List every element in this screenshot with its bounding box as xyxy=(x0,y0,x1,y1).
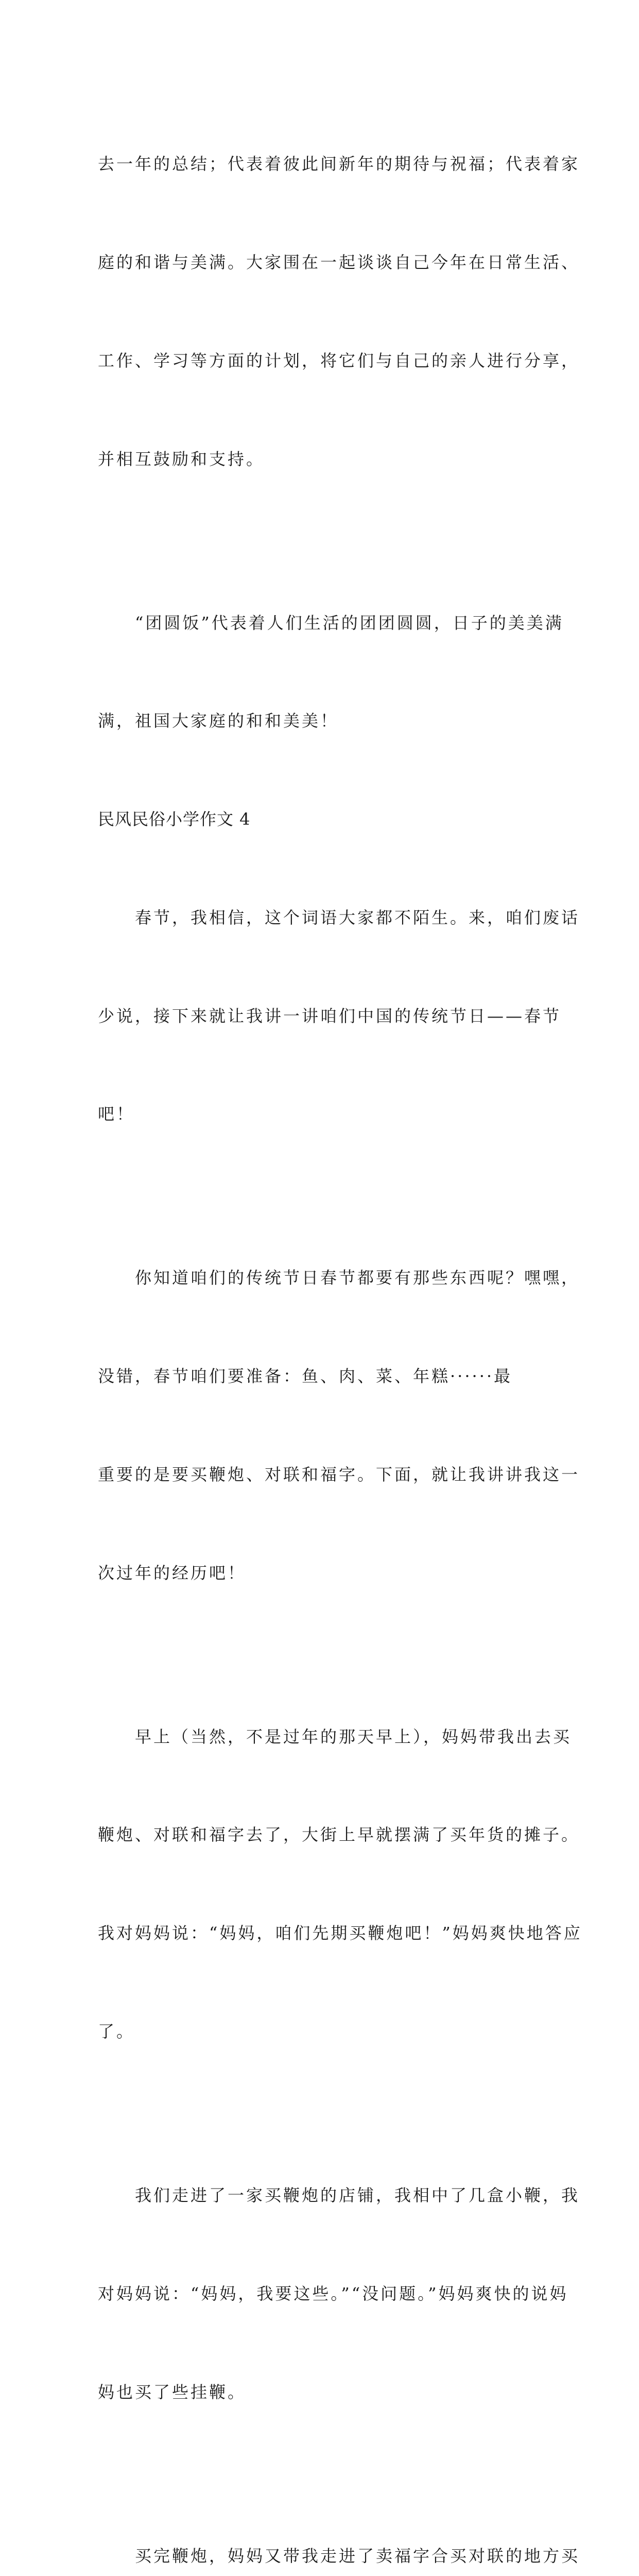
section-heading xyxy=(98,803,544,836)
text-line: 买完鞭炮，妈妈又带我走进了卖福字合买对联的地方买 xyxy=(135,2546,580,2566)
text-line: 吧！ xyxy=(98,1104,135,1124)
paragraph-3 xyxy=(98,836,580,1197)
paragraph-1 xyxy=(98,82,580,541)
text-line: 工作、学习等方面的计划，将它们与自己的亲人进行分享， xyxy=(98,350,580,370)
text-line: 对妈妈说：“妈妈，我要这些。”“没问题。”妈妈爽快的说妈 xyxy=(98,2283,568,2303)
paragraph-4 xyxy=(98,1196,580,1655)
text-line: 满，祖国大家庭的和和美美！ xyxy=(98,711,339,731)
text-line: 鞭炮、对联和福字去了，大街上早就摆满了买年货的摊子。 xyxy=(98,1825,580,1845)
text-line: 少说，接下来就让我讲一讲咱们中国的传统节日——春节 xyxy=(98,1006,562,1026)
document-body xyxy=(98,82,582,2576)
text-line: 了。 xyxy=(98,2022,135,2042)
text-line: 我们走进了一家买鞭炮的店铺，我相中了几盒小鞭，我 xyxy=(135,2185,580,2205)
text-line: 并相互鼓励和支持。 xyxy=(98,449,265,469)
paragraph-2 xyxy=(98,541,564,803)
text-line: 庭的和谐与美满。大家围在一起谈谈自己今年在日常生活、 xyxy=(98,252,580,272)
paragraph-5 xyxy=(98,1655,582,2114)
text-line: 重要的是要买鞭炮、对联和福字。下面，就让我讲讲我这一 xyxy=(98,1464,580,1484)
text-line: 去一年的总结；代表着彼此间新年的期待与祝福；代表着家 xyxy=(98,154,580,174)
text-line: 没错，春节咱们要准备：鱼、肉、菜、年糕······最 xyxy=(98,1366,513,1386)
text-line: 你知道咱们的传统节日春节都要有那些东西呢？嘿嘿， xyxy=(135,1268,580,1288)
paragraph-7 xyxy=(98,2474,580,2576)
text-line: 次过年的经历吧！ xyxy=(98,1563,247,1583)
text-line: 春节，我相信，这个词语大家都不陌生。来，咱们废话 xyxy=(135,907,580,927)
text-line: 妈也买了些挂鞭。 xyxy=(98,2382,247,2402)
text-line: “团圆饭”代表着人们生活的团团圆圆，日子的美美满 xyxy=(135,613,564,633)
heading-text: 民风民俗小学作文 4 xyxy=(98,809,251,829)
text-line: 早上（当然，不是过年的那天早上），妈妈带我出去买 xyxy=(135,1726,572,1747)
text-line: 我对妈妈说：“妈妈，咱们先期买鞭炮吧！”妈妈爽快地答应 xyxy=(98,1923,582,1943)
paragraph-6 xyxy=(98,2114,580,2475)
